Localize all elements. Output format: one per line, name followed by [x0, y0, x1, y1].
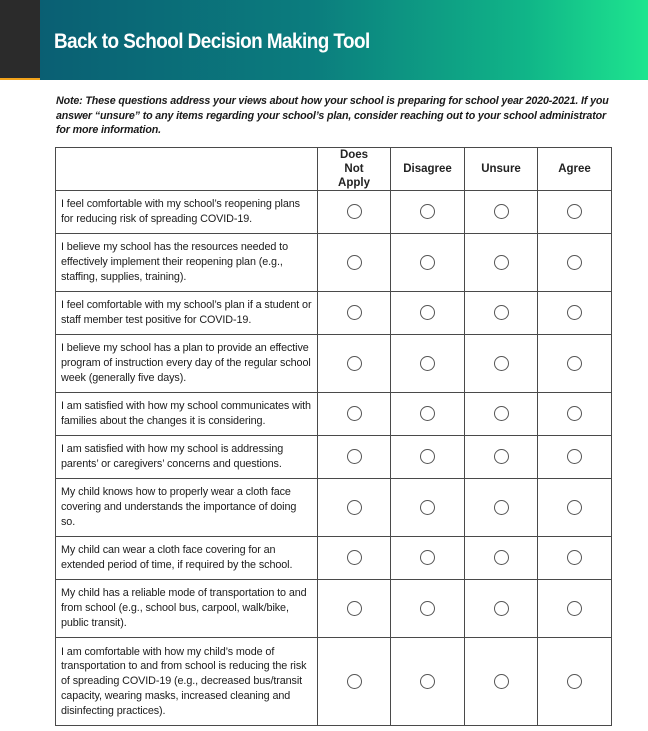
option-cell-does-not-apply: [318, 393, 391, 436]
option-cell-disagree: [391, 580, 465, 638]
column-header-agree: Agree: [538, 148, 612, 191]
option-cell-does-not-apply: [318, 638, 391, 726]
radio-unsure[interactable]: [494, 406, 509, 421]
column-header-disagree: Disagree: [391, 148, 465, 191]
table-row: [56, 436, 612, 479]
option-cell-agree: [538, 292, 612, 335]
radio-does-not-apply[interactable]: [347, 550, 362, 565]
option-cell-unsure: [465, 479, 538, 537]
option-cell-does-not-apply: [318, 335, 391, 393]
table-row: [56, 292, 612, 335]
option-cell-agree: [538, 580, 612, 638]
question-text: I am comfortable with how my child’s mode of transportation to and from school is reducing the risk of spreading COVID-19 (e.g., decreased bus/transit capacity, wearing masks, increased cleaning and disinfecting practices).: [56, 638, 318, 726]
radio-agree[interactable]: [567, 356, 582, 371]
option-cell-unsure: [465, 393, 538, 436]
option-cell-does-not-apply: [318, 292, 391, 335]
table-row: [56, 479, 612, 537]
option-cell-unsure: [465, 580, 538, 638]
radio-disagree[interactable]: [420, 356, 435, 371]
option-cell-does-not-apply: [318, 479, 391, 537]
option-cell-agree: [538, 191, 612, 234]
option-cell-does-not-apply: [318, 436, 391, 479]
option-cell-unsure: [465, 292, 538, 335]
radio-disagree[interactable]: [420, 406, 435, 421]
question-text: My child knows how to properly wear a cloth face covering and understands the importance of doing so.: [56, 479, 318, 537]
option-cell-agree: [538, 335, 612, 393]
radio-disagree[interactable]: [420, 449, 435, 464]
radio-agree[interactable]: [567, 406, 582, 421]
option-cell-agree: [538, 393, 612, 436]
option-cell-agree: [538, 436, 612, 479]
radio-does-not-apply[interactable]: [347, 601, 362, 616]
question-text: I believe my school has the resources needed to effectively implement their reopening plan (e.g., staffing, supplies, training).: [56, 234, 318, 292]
radio-unsure[interactable]: [494, 500, 509, 515]
table-row: [56, 335, 612, 393]
option-cell-agree: [538, 537, 612, 580]
option-cell-does-not-apply: [318, 234, 391, 292]
survey-body: [56, 191, 612, 726]
radio-disagree[interactable]: [420, 204, 435, 219]
column-header-unsure: Unsure: [465, 148, 538, 191]
option-cell-unsure: [465, 234, 538, 292]
option-cell-unsure: [465, 191, 538, 234]
radio-agree[interactable]: [567, 449, 582, 464]
page-title: Back to School Decision Making Tool: [54, 30, 370, 53]
radio-does-not-apply[interactable]: [347, 305, 362, 320]
question-text: I am satisfied with how my school is addressing parents’ or caregivers’ concerns and questions.: [56, 436, 318, 479]
radio-disagree[interactable]: [420, 674, 435, 689]
column-header-does-not-apply: Does Not Apply: [318, 148, 391, 191]
option-cell-disagree: [391, 234, 465, 292]
radio-disagree[interactable]: [420, 601, 435, 616]
option-cell-disagree: [391, 436, 465, 479]
radio-agree[interactable]: [567, 601, 582, 616]
radio-agree[interactable]: [567, 305, 582, 320]
radio-unsure[interactable]: [494, 550, 509, 565]
radio-does-not-apply[interactable]: [347, 204, 362, 219]
survey-note: Note: These questions address your views about how your school is preparing for school year 2020-2021. If you answer “unsure” to any items regarding your school’s plan, consider reaching out to your school administrator for more information.: [56, 95, 609, 136]
option-cell-agree: [538, 479, 612, 537]
radio-unsure[interactable]: [494, 356, 509, 371]
table-row: [56, 393, 612, 436]
radio-agree[interactable]: [567, 500, 582, 515]
radio-unsure[interactable]: [494, 449, 509, 464]
option-cell-unsure: [465, 638, 538, 726]
option-cell-agree: [538, 638, 612, 726]
radio-does-not-apply[interactable]: [347, 449, 362, 464]
question-text: I believe my school has a plan to provide an effective program of instruction every day of the regular school week (generally five days).: [56, 335, 318, 393]
option-cell-disagree: [391, 335, 465, 393]
radio-unsure[interactable]: [494, 601, 509, 616]
question-text: I feel comfortable with my school’s reopening plans for reducing risk of spreading COVID-19.: [56, 191, 318, 234]
radio-disagree[interactable]: [420, 305, 435, 320]
question-column-header: [56, 148, 318, 191]
option-cell-disagree: [391, 292, 465, 335]
option-cell-does-not-apply: [318, 580, 391, 638]
radio-unsure[interactable]: [494, 204, 509, 219]
option-cell-disagree: [391, 537, 465, 580]
table-header-row: [56, 148, 612, 191]
option-cell-does-not-apply: [318, 537, 391, 580]
radio-does-not-apply[interactable]: [347, 500, 362, 515]
radio-does-not-apply[interactable]: [347, 674, 362, 689]
radio-unsure[interactable]: [494, 255, 509, 270]
question-text: I feel comfortable with my school’s plan if a student or staff member test positive for COVID-19.: [56, 292, 318, 335]
option-cell-disagree: [391, 393, 465, 436]
option-cell-disagree: [391, 638, 465, 726]
radio-disagree[interactable]: [420, 255, 435, 270]
option-cell-disagree: [391, 191, 465, 234]
radio-does-not-apply[interactable]: [347, 406, 362, 421]
radio-agree[interactable]: [567, 550, 582, 565]
option-cell-does-not-apply: [318, 191, 391, 234]
radio-unsure[interactable]: [494, 305, 509, 320]
header-accent-line: [0, 78, 40, 80]
table-row: [56, 191, 612, 234]
header-banner: [0, 0, 648, 80]
radio-unsure[interactable]: [494, 674, 509, 689]
radio-does-not-apply[interactable]: [347, 356, 362, 371]
radio-agree[interactable]: [567, 674, 582, 689]
radio-disagree[interactable]: [420, 550, 435, 565]
table-row: [56, 234, 612, 292]
radio-agree[interactable]: [567, 255, 582, 270]
option-cell-unsure: [465, 537, 538, 580]
question-text: I am satisfied with how my school communicates with families about the changes it is considering.: [56, 393, 318, 436]
question-text: My child can wear a cloth face covering for an extended period of time, if required by the school.: [56, 537, 318, 580]
table-row: [56, 638, 612, 726]
radio-agree[interactable]: [567, 204, 582, 219]
header-dark-tab: [0, 0, 40, 80]
table-row: [56, 580, 612, 638]
table-row: [56, 537, 612, 580]
option-cell-agree: [538, 234, 612, 292]
option-cell-disagree: [391, 479, 465, 537]
question-text: My child has a reliable mode of transportation to and from school (e.g., school bus, carpool, walk/bike, public transit).: [56, 580, 318, 638]
radio-disagree[interactable]: [420, 500, 435, 515]
radio-does-not-apply[interactable]: [347, 255, 362, 270]
option-cell-unsure: [465, 335, 538, 393]
survey-table: [55, 147, 612, 726]
option-cell-unsure: [465, 436, 538, 479]
